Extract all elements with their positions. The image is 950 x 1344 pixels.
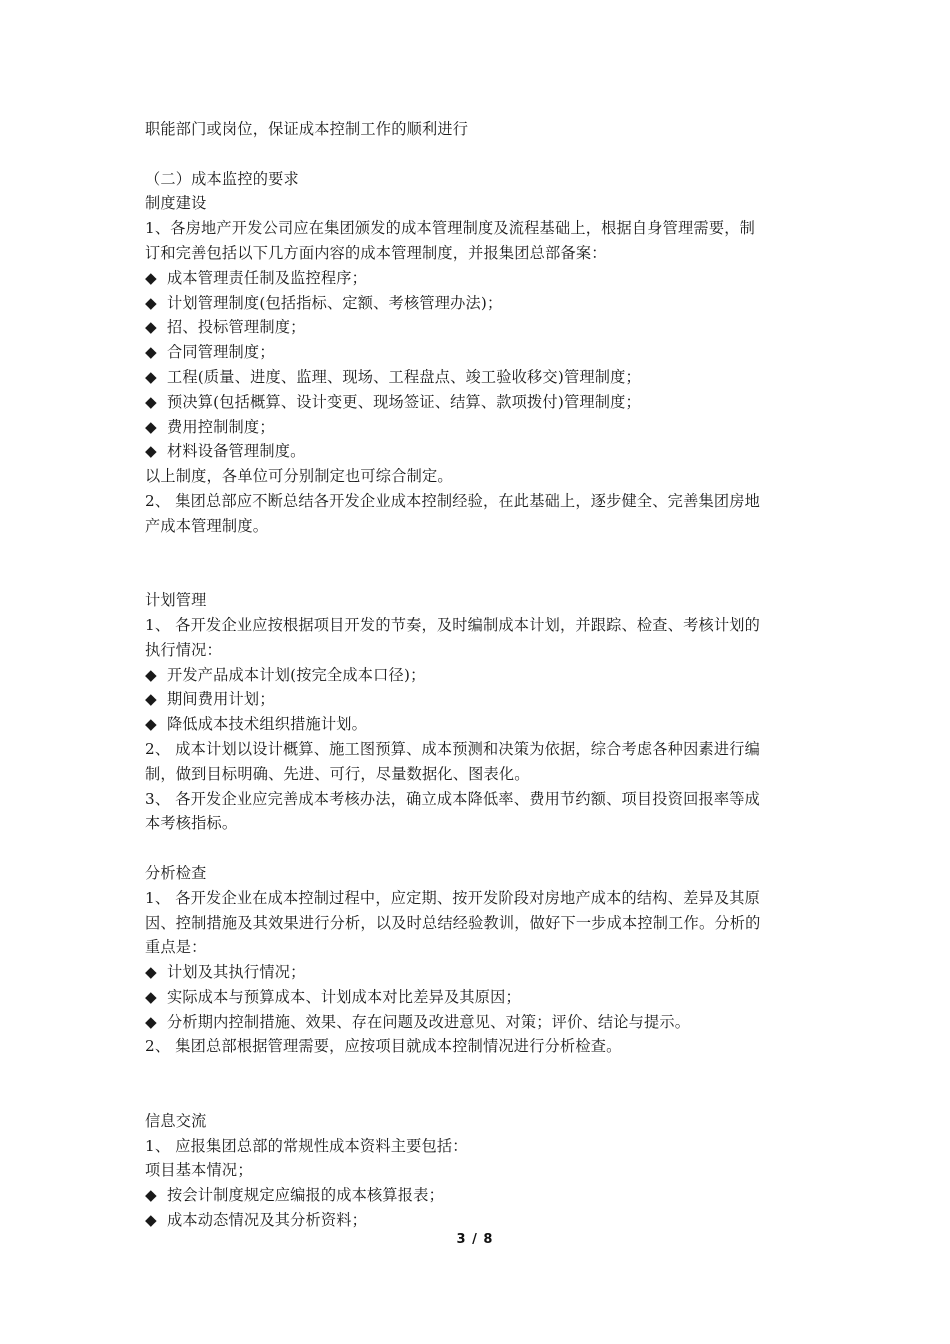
diamond-bullet-icon: ◆ (145, 392, 157, 411)
paragraph-line: 执行情况： (145, 640, 222, 659)
paragraph-line: 因、控制措施及其效果进行分析，以及时总结经验教训，做好下一步成本控制工作。分析的 (145, 913, 761, 932)
paragraph-line: 1、 各开发企业在成本控制过程中，应定期、按开发阶段对房地产成本的结构、差异及其原 (145, 888, 761, 907)
bullet-item: ◆ 计划及其执行情况； (145, 960, 809, 985)
diamond-bullet-icon: ◆ (145, 1012, 157, 1031)
paragraph-line: 重点是： (145, 938, 207, 957)
diamond-bullet-icon: ◆ (145, 987, 157, 1006)
subsection-title: 制度建设 (145, 194, 207, 213)
paragraph-line: 2、 集团总部根据管理需要，应按项目就成本控制情况进行分析检查。 (145, 1037, 622, 1056)
paragraph-line: 3、 各开发企业应完善成本考核办法，确立成本降低率、费用节约额、项目投资回报率等成 (145, 789, 761, 808)
subsection-title: 计划管理 (145, 591, 207, 610)
diamond-bullet-icon: ◆ (145, 442, 157, 461)
bullet-item: ◆ 开发产品成本计划(按完全成本口径)； (145, 663, 809, 688)
spacer (145, 1059, 809, 1109)
diamond-bullet-icon: ◆ (145, 690, 157, 709)
bullet-item: ◆ 材料设备管理制度。 (145, 439, 809, 464)
diamond-bullet-icon: ◆ (145, 268, 157, 287)
diamond-bullet-icon: ◆ (145, 293, 157, 312)
diamond-bullet-icon: ◆ (145, 1211, 157, 1230)
section-heading: （二）成本监控的要求 (145, 169, 299, 188)
diamond-bullet-icon: ◆ (145, 343, 157, 362)
diamond-bullet-icon: ◆ (145, 715, 157, 734)
bullet-item: ◆ 降低成本技术组织措施计划。 (145, 712, 809, 737)
document-body (145, 117, 809, 1233)
page-number (0, 1232, 950, 1247)
current-page: 3 (456, 1232, 467, 1247)
subsection-title: 分析检查 (145, 863, 207, 882)
bullet-item: ◆ 期间费用计划； (145, 687, 809, 712)
paragraph-line: 1、 各开发企业应按根据项目开发的节奏，及时编制成本计划，并跟踪、检查、考核计划的 (145, 615, 761, 634)
bullet-item: ◆ 招、投标管理制度； (145, 315, 809, 340)
paragraph-line: 职能部门或岗位，保证成本控制工作的顺利进行 (145, 120, 469, 138)
bullet-item: ◆ 合同管理制度； (145, 340, 809, 365)
diamond-bullet-icon: ◆ (145, 665, 157, 684)
spacer (145, 539, 809, 589)
spacer (145, 836, 809, 861)
paragraph-line: 2、 集团总部应不断总结各开发企业成本控制经验，在此基础上，逐步健全、完善集团房地 (145, 491, 761, 510)
paragraph-line: 以上制度，各单位可分别制定也可综合制定。 (145, 467, 453, 486)
bullet-item: ◆ 成本动态情况及其分析资料； (145, 1208, 809, 1233)
bullet-item: ◆ 费用控制制度； (145, 415, 809, 440)
page-separator: / (472, 1232, 478, 1247)
diamond-bullet-icon: ◆ (145, 318, 157, 337)
paragraph-line: 2、 成本计划以设计概算、施工图预算、成本预测和决策为依据，综合考虑各种因素进行编 (145, 739, 761, 758)
spacer (145, 142, 809, 167)
bullet-item: ◆ 计划管理制度(包括指标、定额、考核管理办法)； (145, 291, 809, 316)
diamond-bullet-icon: ◆ (145, 963, 157, 982)
diamond-bullet-icon: ◆ (145, 1186, 157, 1205)
bullet-item: ◆ 实际成本与预算成本、计划成本对比差异及其原因； (145, 985, 809, 1010)
bullet-item: ◆ 成本管理责任制及监控程序； (145, 266, 809, 291)
paragraph-line: 产成本管理制度。 (145, 516, 269, 535)
paragraph-line: 制，做到目标明确、先进、可行，尽量数据化、图表化。 (145, 764, 530, 783)
bullet-item: ◆ 工程(质量、进度、监理、现场、工程盘点、竣工验收移交)管理制度； (145, 365, 809, 390)
bullet-item: ◆ 按会计制度规定应编报的成本核算报表； (145, 1183, 809, 1208)
paragraph-line: 订和完善包括以下几方面内容的成本管理制度，并报集团总部备案： (145, 243, 607, 262)
bullet-item: ◆ 预决算(包括概算、设计变更、现场签证、结算、款项拨付)管理制度； (145, 390, 809, 415)
diamond-bullet-icon: ◆ (145, 417, 157, 436)
subsection-title: 信息交流 (145, 1111, 207, 1130)
bullet-item: ◆ 分析期内控制措施、效果、存在问题及改进意见、对策；评价、结论与提示。 (145, 1010, 809, 1035)
paragraph-line: 项目基本情况； (145, 1161, 253, 1180)
paragraph-line: 1、各房地产开发公司应在集团颁发的成本管理制度及流程基础上，根据自身管理需要，制 (145, 219, 755, 238)
paragraph-line: 1、 应报集团总部的常规性成本资料主要包括： (145, 1136, 468, 1155)
paragraph-line: 本考核指标。 (145, 814, 238, 833)
diamond-bullet-icon: ◆ (145, 367, 157, 386)
total-pages: 8 (483, 1232, 494, 1247)
